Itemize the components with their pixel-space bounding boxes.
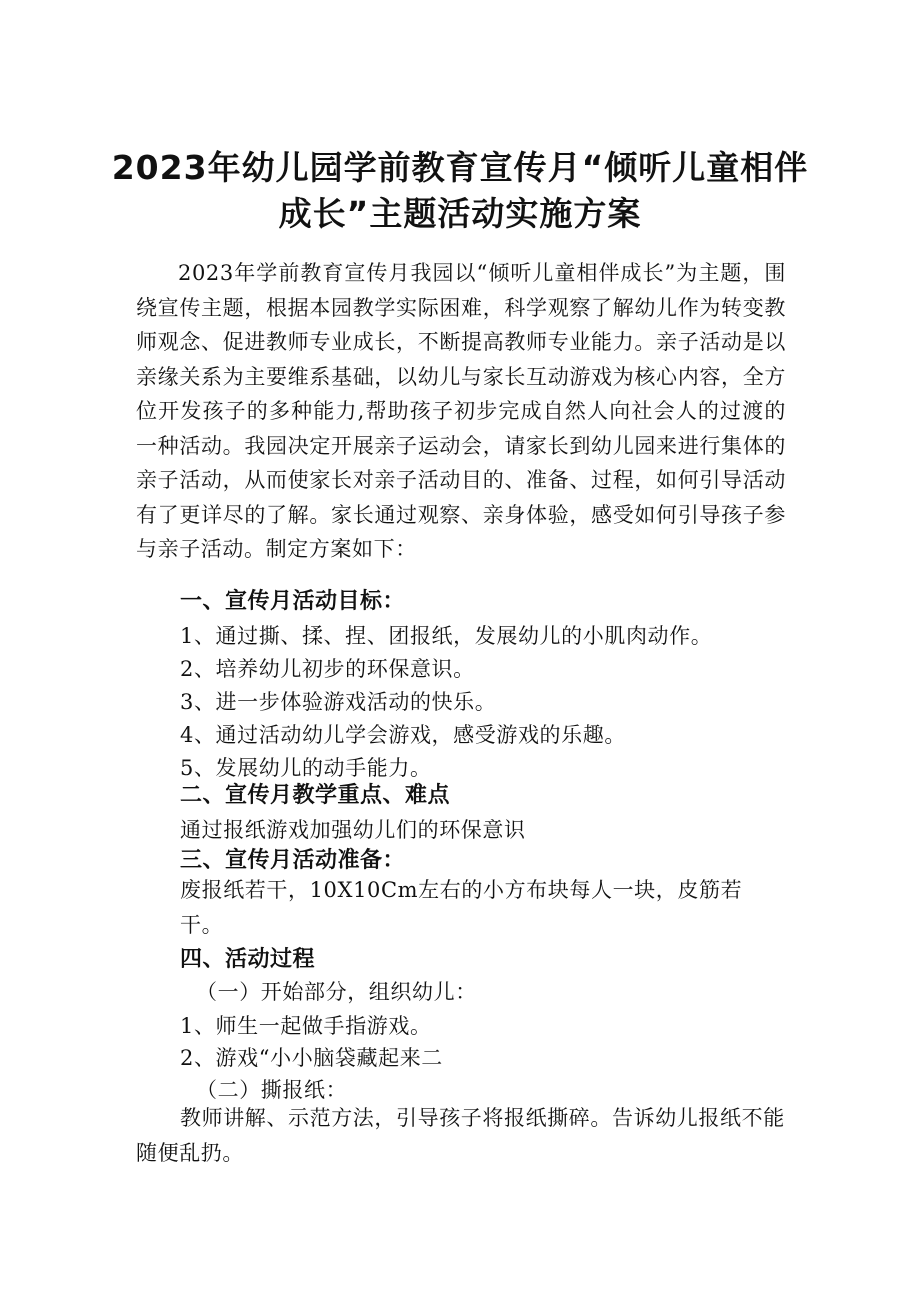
section-3-text: 废报纸若干，10X10Cm左右的小方布块每人一块，皮筋若干。 — [180, 878, 743, 937]
document-title-line-2: 成长”主题活动实施方案 — [278, 194, 642, 233]
section-4-heading: 四、活动过程 — [180, 947, 316, 972]
part-2-text: 教师讲解、示范方法，引导孩子将报纸撕碎。告诉幼儿报纸不能随便乱扔。 — [136, 1106, 785, 1165]
goal-item-4: 4、通过活动幼儿学会游戏，感受游戏的乐趣。 — [180, 723, 626, 747]
part-2-label: （二）撕报纸： — [196, 1078, 348, 1102]
section-2-heading: 二、宣传月教学重点、难点 — [180, 783, 451, 808]
part-1-item-2: 2、游戏“小小脑袋藏起来二 — [180, 1046, 443, 1070]
document-title-line-1: 2023年幼儿园学前教育宣传月“倾听儿童相伴 — [111, 148, 809, 187]
goal-item-1: 1、通过撕、揉、捏、团报纸，发展幼儿的小肌肉动作。 — [180, 624, 713, 648]
goal-item-3: 3、进一步体验游戏活动的快乐。 — [180, 690, 497, 714]
part-1-item-1: 1、师生一起做手指游戏。 — [180, 1014, 432, 1038]
goal-item-5: 5、发展幼儿的动手能力。 — [180, 756, 432, 780]
part-1-label: （一）开始部分，组织幼儿： — [196, 980, 477, 1004]
intro-paragraph: 2023年学前教育宣传月我园以“倾听儿童相伴成长”为主题，围绕宣传主题，根据本园教学实际困难，科学观察了解幼儿作为转变教师观念、促进教师专业成长，不断提高教师专业能力。亲子活动是以亲缘关系为主要维系基础，以幼儿与家长互动游戏为核心内容，全方位开发孩子的多种能力,帮助孩子初步完成自然人向社会人的过渡的一种活动。我园决定开展亲子运动会，请家长到幼儿园来进行集体的亲子活动，从而使家长对亲子活动目的、准备、过程，如何引导活动有了更详尽的了解。家长通过观察、亲身体验，感受如何引导孩子参与亲子活动。制定方案如下： — [136, 261, 786, 561]
section-1-heading: 一、宣传月活动目标： — [180, 589, 406, 614]
goal-item-2: 2、培养幼儿初步的环保意识。 — [180, 657, 475, 681]
section-2-text: 通过报纸游戏加强幼儿们的环保意识 — [180, 818, 526, 842]
section-3-heading: 三、宣传月活动准备： — [180, 848, 406, 873]
